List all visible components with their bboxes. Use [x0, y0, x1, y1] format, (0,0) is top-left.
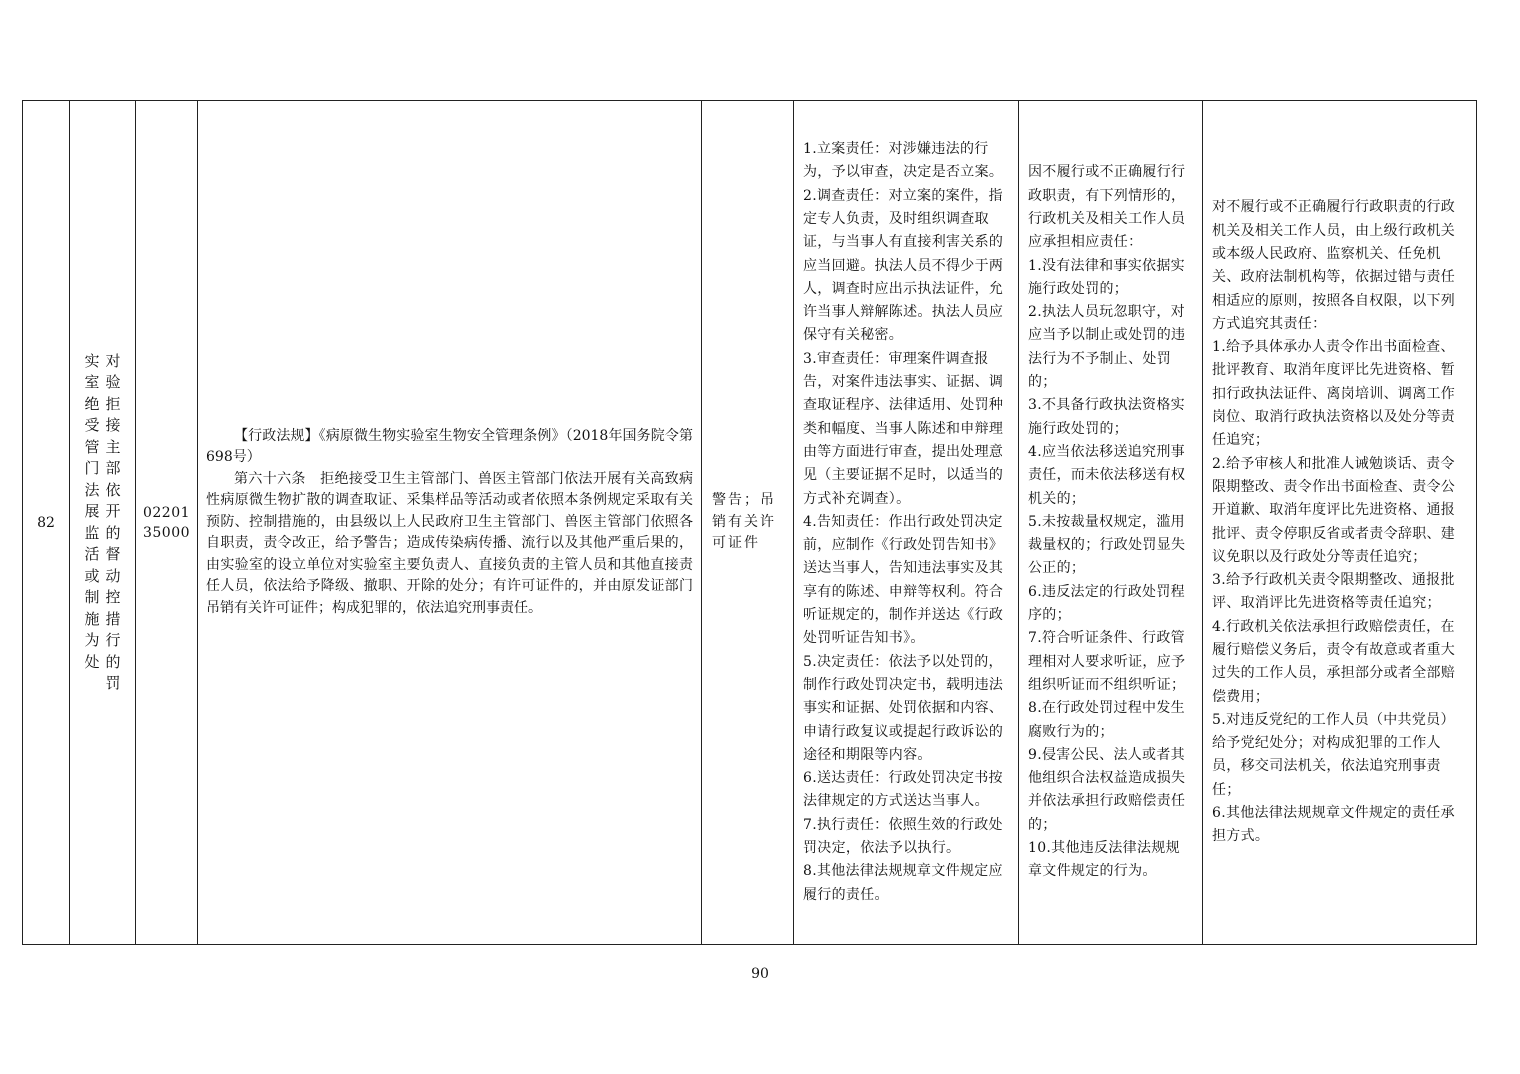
duty-list [794, 138, 1018, 907]
item-code-line2: 35000 [142, 524, 191, 541]
item-name-cell [70, 101, 136, 945]
item-name-char: 展 [84, 502, 100, 520]
item-name-char: 对 [105, 351, 121, 370]
item-name-char: 为 [84, 631, 100, 649]
duty-item: 5.决定责任：依法予以处罚的，制作行政处罚决定书，载明违法事实和证据、处罚依据和内容、申请行政复议或提起行政诉讼的途径和期限等内容。 [803, 653, 1004, 763]
legal-basis-body: 第六十六条 拒绝接受卫生主管部门、兽医主管部门依法开展有关高致病性病原微生物扩散的调查取证、采集样品等活动或者依照本条例规定采取有关预防、控制措施的，由县级以上人民政府卫生主管部门、兽医主管部门依照各自职责，责令改正，给予警告；造成传染病传播、流行以及其他严重后果的，由实验室的设立单位对实验室主要负责人、直接负责的主管人员和其他直接责任人员，依法给予降级、撤职、开除的处分；有许可证件的，并由原发证部门吊销有关许可证件；构成犯罪的，依法追究刑事责任。 [206, 470, 693, 616]
item-code-line1: 02201 [142, 504, 191, 521]
legal-basis-cell [198, 101, 702, 945]
item-name-char: 受 [84, 416, 100, 434]
duty-item: 8.其他法律法规规章文件规定应履行的责任。 [803, 863, 1003, 903]
item-name-char: 控 [105, 588, 121, 606]
condition-item: 8.在行政处罚过程中发生腐败行为的； [1028, 700, 1185, 740]
accountability-method-cell [1203, 101, 1477, 945]
item-name-char: 绝 [84, 394, 100, 413]
duty-item: 7.执行责任：依照生效的行政处罚决定，依法予以执行。 [803, 816, 1003, 856]
item-name-char: 处 [84, 652, 100, 671]
item-name-char: 或 [84, 566, 100, 585]
duty-item: 4.告知责任：作出行政处罚决定前，应制作《行政处罚告知书》送达当事人，告知违法事实及其享有的陈述、申辩等权利。符合听证规定的，制作并送达《行政处罚听证告知书》。 [803, 513, 1004, 647]
item-name-char: 罚 [105, 674, 121, 692]
table-row [23, 101, 1477, 945]
accountability-item: 6.其他法律法规规章文件规定的责任承担方式。 [1212, 805, 1455, 845]
condition-item: 7.符合听证条件、行政管理相对人要求听证，应予组织听证而不组织听证； [1028, 630, 1186, 693]
duty-item: 2.调查责任：对立案的案件，指定专人负责，及时组织调查取证，与当事人有直接利害关系的应当回避。执法人员不得少于两人，调查时应出示执法证件，允许当事人辩解陈述。执法人员应保守有关秘密。 [803, 187, 1004, 344]
item-name-char: 的 [105, 523, 121, 542]
condition-item: 3.不具备行政执法资格实施行政处罚的； [1028, 397, 1185, 437]
accountability-item: 3.给予行政机关责令限期整改、通报批评、取消评比先进资格等责任追究； [1212, 572, 1455, 612]
item-name-col1 [106, 351, 121, 695]
legal-basis-title: 【行政法规】《病原微生物实验室生物安全管理条例》（2018年国务院令第698号） [206, 427, 693, 466]
condition-item: 1.没有法律和事实依据实施行政处罚的； [1028, 257, 1185, 297]
item-name-char: 开 [105, 502, 121, 520]
item-name-char: 施 [84, 609, 100, 628]
condition-item: 4.应当依法移送追究刑事责任，而未依法移送有权机关的； [1028, 443, 1186, 507]
item-name-char: 的 [105, 652, 121, 671]
item-name-char: 拒 [105, 394, 121, 413]
accountability-item: 2.给予审核人和批准人诫勉谈话、责令限期整改、责令作出书面检查、责令公开道歉、取消年度评比先进资格、通报批评、责令停职反省或者责令辞职、建议免职以及行政处分等责任追究； [1212, 455, 1456, 565]
page-number: 90 [751, 966, 769, 982]
condition-item: 6.违反法定的行政处罚程序的； [1028, 583, 1185, 624]
duty-item: 1.立案责任：对涉嫌违法的行为，予以审查，决定是否立案。 [803, 141, 1004, 181]
condition-item: 5.未按裁量权规定，滥用裁量权的；行政处罚显失公正的； [1028, 513, 1186, 577]
item-name-char: 措 [105, 609, 121, 628]
accountability-list [1203, 196, 1476, 848]
accountability-item: 5.对违反党纪的工作人员（中共党员）给予党纪处分；对构成犯罪的工作人员，移交司法机关，依法追究刑事责任； [1212, 711, 1455, 798]
duty-item: 6.送达责任：行政处罚决定书按法律规定的方式送达当事人。 [803, 770, 1003, 810]
item-name-char: 接 [105, 416, 121, 434]
item-name-char: 活 [84, 545, 100, 563]
item-name-char: 行 [105, 631, 121, 649]
duty-cell [794, 101, 1019, 945]
accountability-item: 1.给予具体承办人责令作出书面检查、批评教育、取消年度评比先进资格、暂扣行政执法证件、离岗培训、调离工作岗位、取消行政执法资格以及处分等责任追究； [1212, 339, 1456, 449]
condition-item: 因不履行或不正确履行行政职责，有下列情形的，行政机关及相关工作人员应承担相应责任： [1028, 164, 1186, 251]
item-code-cell [136, 101, 198, 945]
accountability-item: 对不履行或不正确履行行政职责的行政机关及相关工作人员，由上级行政机关或本级人民政府、监察机关、任免机关、政府法制机构等，依据过错与责任相适应的原则，按照各自权限，以下列方式追究其责任： [1212, 199, 1456, 332]
item-name-char: 管 [84, 437, 100, 456]
penalty-type-cell: 警告；吊销有关许可证件 [702, 101, 794, 945]
accountability-condition-cell [1019, 101, 1203, 945]
item-name-char: 室 [84, 373, 100, 391]
condition-item: 9.侵害公民、法人或者其他组织合法权益造成损失并依法承担行政赔偿责任的； [1028, 746, 1186, 833]
duty-item: 3.审查责任：审理案件调查报告，对案件违法事实、证据、调查取证程序、法律适用、处罚种类和幅度、当事人陈述和申辩理由等方面进行审查，提出处理意见（主要证据不足时，以适当的方式补充调查）。 [803, 350, 1004, 507]
item-name-char: 法 [84, 480, 100, 499]
condition-list [1019, 161, 1202, 883]
accountability-item: 4.行政机关依法承担行政赔偿责任，在履行赔偿义务后，责令有故意或者重大过失的工作人员，承担部分或者全部赔偿费用； [1212, 618, 1456, 705]
condition-item: 2.执法人员玩忽职守，对应当予以制止或处罚的违法行为不予制止、处罚的； [1028, 304, 1186, 391]
item-name-char: 实 [84, 351, 100, 370]
item-name-char: 主 [105, 437, 121, 456]
condition-item: 10.其他违反法律法规规章文件规定的行为。 [1028, 840, 1180, 880]
row-number: 82 [23, 101, 70, 945]
item-name-char: 动 [105, 566, 121, 585]
power-list-table [22, 100, 1477, 945]
item-name-char: 依 [105, 480, 121, 499]
item-name-char: 门 [84, 459, 100, 477]
item-name-col2 [84, 351, 99, 695]
item-name-char: 验 [105, 373, 121, 391]
item-name-char: 部 [105, 459, 121, 477]
item-name-char: 监 [84, 523, 100, 542]
item-name-char: 制 [84, 588, 100, 606]
item-name-char: 督 [105, 545, 121, 563]
